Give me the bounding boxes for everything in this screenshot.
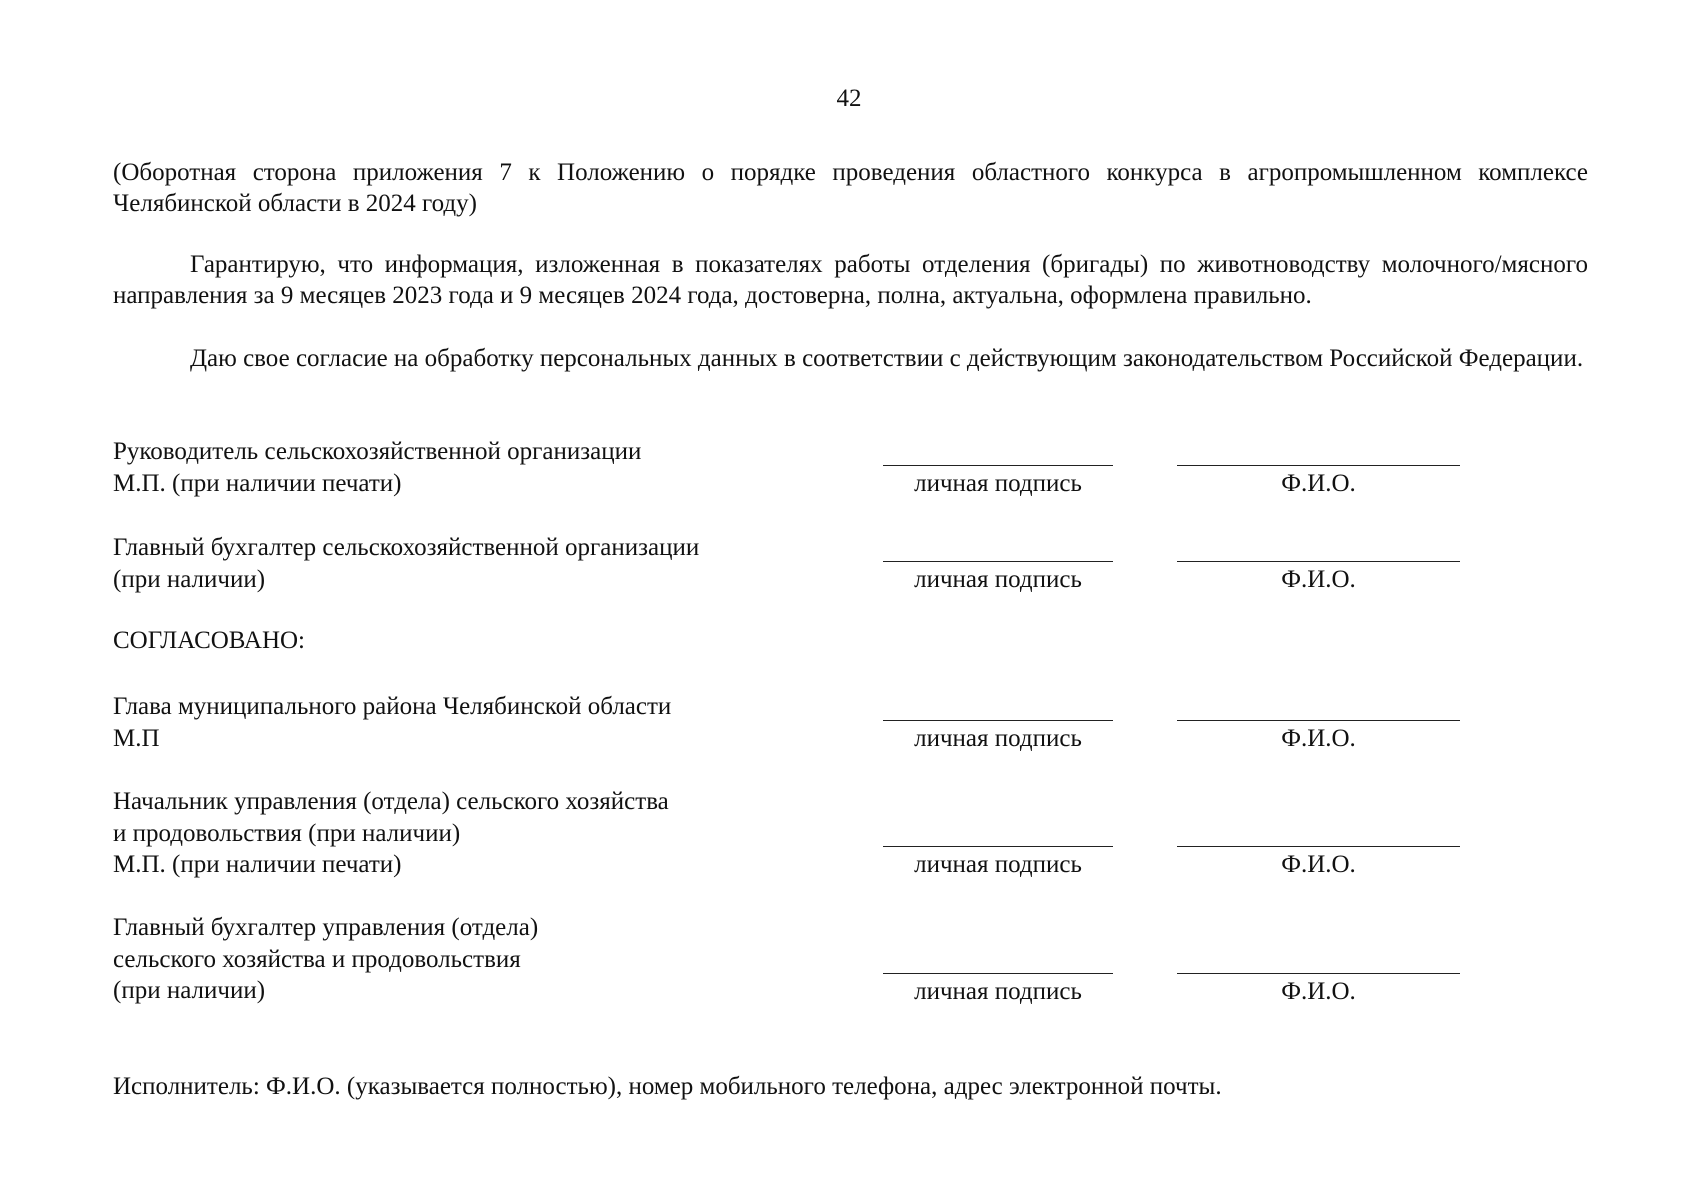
signature-role-line: Глава муниципального района Челябинской области bbox=[113, 693, 672, 720]
page-number: 42 bbox=[836, 85, 862, 112]
name-line bbox=[1177, 720, 1460, 721]
name-caption: Ф.И.О. bbox=[1281, 725, 1356, 752]
agreed-heading: СОГЛАСОВАНО: bbox=[113, 627, 306, 654]
signature-caption: личная подпись bbox=[914, 566, 1082, 593]
guarantee-text: Гарантирую, что информация, изложенная в показателях работы отделения (бригады) по животноводству молочного/мясного направления за 9 месяцев 2023 года и 9 месяцев 2024 года, достоверна, полна, актуальна, оформлена правильно. bbox=[113, 251, 1588, 309]
signature-line bbox=[883, 465, 1113, 466]
consent-paragraph bbox=[113, 343, 1588, 374]
signature-role-line: М.П. (при наличии печати) bbox=[113, 469, 402, 497]
signature-role-line: Главный бухгалтер управления (отдела) bbox=[113, 914, 539, 941]
signature-role-line: Начальник управления (отдела) сельского хозяйства bbox=[113, 788, 669, 815]
name-caption: Ф.И.О. bbox=[1281, 851, 1356, 878]
signature-role-line: Руководитель сельскохозяйственной организации bbox=[113, 438, 642, 465]
signature-line bbox=[883, 973, 1113, 974]
name-line bbox=[1177, 561, 1460, 562]
signature-block-head-of-district bbox=[113, 691, 671, 754]
signature-role-line: Главный бухгалтер сельскохозяйственной организации bbox=[113, 534, 700, 561]
signature-role-line: сельского хозяйства и продовольствия bbox=[113, 945, 521, 973]
signature-block-head-of-agriculture-department bbox=[113, 786, 669, 881]
signature-caption: личная подпись bbox=[914, 470, 1082, 497]
signature-line bbox=[883, 561, 1113, 562]
signature-role-line: М.П bbox=[113, 724, 160, 752]
signature-role-line: (при наличии) bbox=[113, 565, 266, 593]
guarantee-paragraph bbox=[113, 249, 1588, 311]
name-line bbox=[1177, 465, 1460, 466]
signature-block-chief-accountant-organization bbox=[113, 532, 699, 595]
signature-caption: личная подпись bbox=[914, 978, 1082, 1005]
executor-note: Исполнитель: Ф.И.О. (указывается полностью), номер мобильного телефона, адрес электронной почты. bbox=[113, 1073, 1222, 1100]
signature-role-line: и продовольствия (при наличии) bbox=[113, 819, 461, 847]
signature-block-head-of-organization bbox=[113, 436, 641, 499]
signature-role-line: М.П. (при наличии печати) bbox=[113, 851, 402, 878]
signature-caption: личная подпись bbox=[914, 851, 1082, 878]
signature-block-chief-accountant-department bbox=[113, 912, 538, 1007]
signature-caption: личная подпись bbox=[914, 725, 1082, 752]
consent-text: Даю свое согласие на обработку персональных данных в соответствии с действующим законодательством Российской Федерации. bbox=[190, 345, 1584, 372]
appendix-heading: (Оборотная сторона приложения 7 к Положению о порядке проведения областного конкурса в агропромышленном комплексе Челябинской области в 2024 году) bbox=[113, 159, 1588, 217]
name-caption: Ф.И.О. bbox=[1281, 978, 1356, 1005]
name-caption: Ф.И.О. bbox=[1281, 566, 1356, 593]
signature-line bbox=[883, 720, 1113, 721]
name-caption: Ф.И.О. bbox=[1281, 470, 1356, 497]
name-line bbox=[1177, 846, 1460, 847]
signature-role-line: (при наличии) bbox=[113, 977, 266, 1004]
name-line bbox=[1177, 973, 1460, 974]
signature-line bbox=[883, 846, 1113, 847]
